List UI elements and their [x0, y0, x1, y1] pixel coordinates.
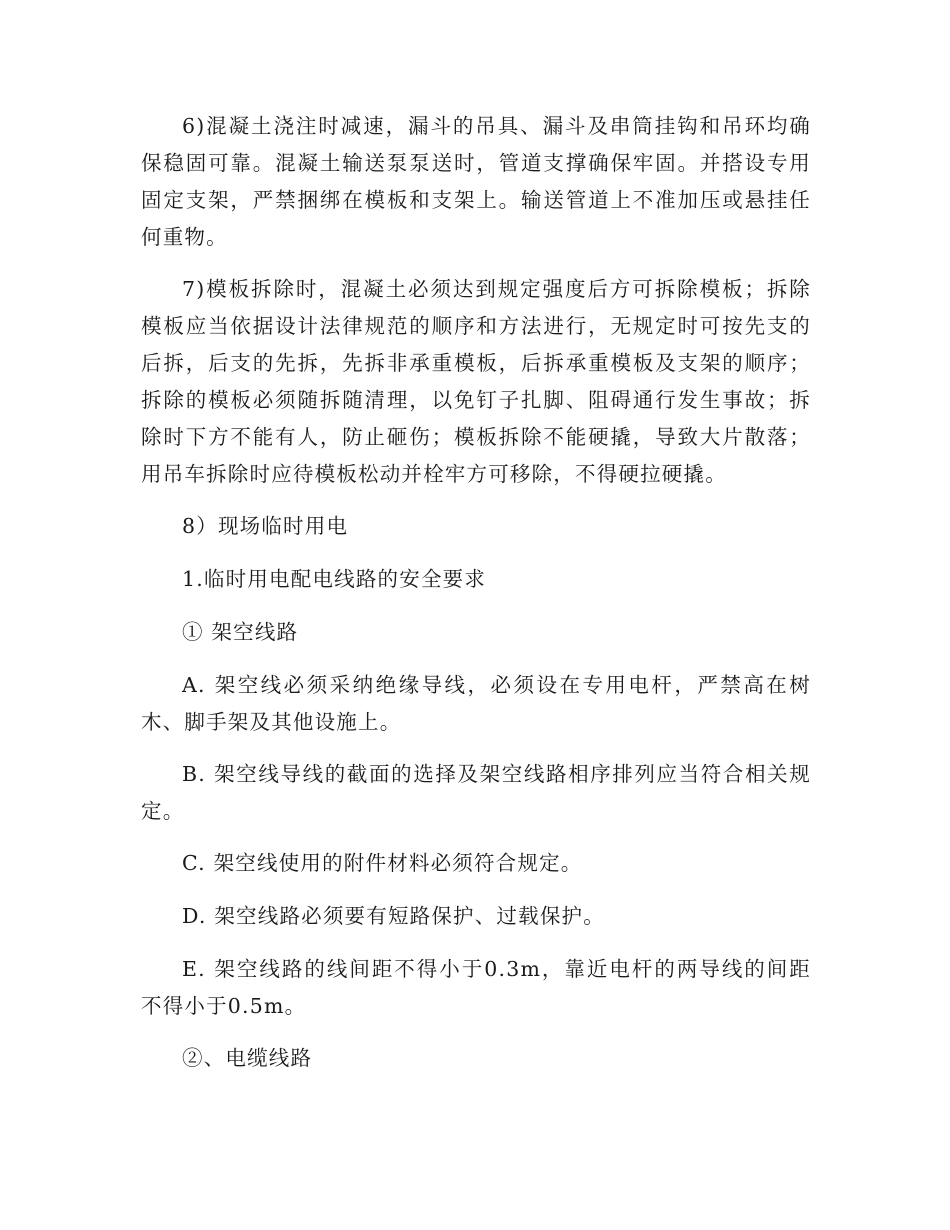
list-item-e: E. 架空线路的线间距不得小于0.3m，靠近电杆的两导线的间距不得小于0.5m。 [141, 957, 811, 1018]
list-item-a: A. 架空线必须采纳绝缘导线，必须设在专用电杆，严禁高在树木、脚手架及其他设施上。 [141, 673, 811, 734]
list-item-b: B. 架空线导线的截面的选择及架空线路相序排列应当符合相关规定。 [141, 762, 811, 823]
heading-line-safety-requirements: 1.临时用电配电线路的安全要求 [182, 567, 487, 591]
list-item-d: D. 架空线路必须要有短路保护、过载保护。 [182, 904, 605, 928]
heading-cable-lines: ②、电缆线路 [182, 1046, 313, 1070]
paragraph-concrete-pouring: 6)混凝土浇注时减速，漏斗的吊具、漏斗及串筒挂钩和吊环均确保稳固可靠。混凝土输送泵泵送时，管道支撑确保牢固。并搭设专用固定支架，严禁捆绑在模板和支架上。输送管道上不准加压或悬挂任何重物。 [141, 114, 811, 249]
heading-temporary-power: 8）现场临时用电 [182, 514, 349, 538]
paragraph-formwork-removal: 7)模板拆除时，混凝土必须达到规定强度后方可拆除模板；拆除模板应当依据设计法律规范的顺序和方法进行，无规定时可按先支的后拆，后支的先拆，先拆非承重模板，后拆承重模板及支架的顺序；拆除的模板必须随拆随清理，以免钉子扎脚、阻碍通行发生事故；拆除时下方不能有人，防止砸伤；模板拆除不能硬撬，导致大片散落；用吊车拆除时应待模板松动并栓牢方可移除，不得硬拉硬撬。 [141, 277, 811, 486]
heading-overhead-lines: ① 架空线路 [182, 620, 299, 644]
document-page [141, 108, 811, 1093]
list-item-c: C. 架空线使用的附件材料必须符合规定。 [182, 851, 583, 875]
